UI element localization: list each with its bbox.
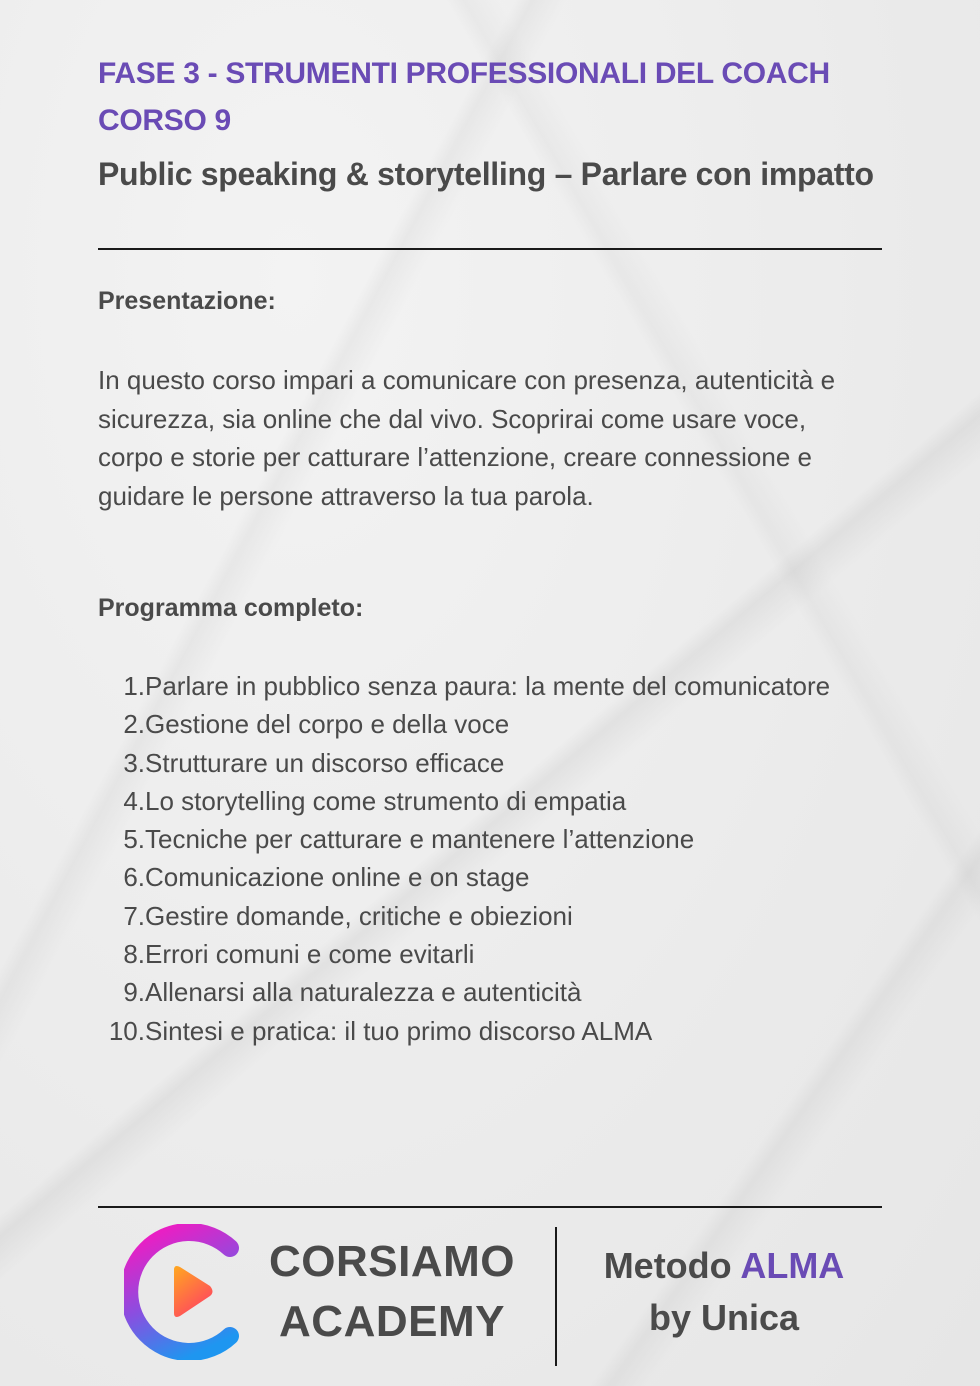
item-number: 9.: [123, 977, 145, 1008]
course-number: CORSO 9: [98, 104, 231, 137]
list-item: [98, 858, 858, 896]
item-text: Parlare in pubblico senza paura: la mente del comunicatore: [145, 671, 831, 701]
item-number: 10.: [108, 1015, 145, 1046]
item-text: Sintesi e pratica: il tuo primo discorso ALMA: [145, 1015, 653, 1046]
footer-divider: [98, 1206, 882, 1208]
item-text: Lo storytelling come strumento di empatia: [145, 785, 627, 816]
footer-vertical-divider: [555, 1227, 557, 1366]
list-item: [98, 1012, 858, 1050]
list-item: [98, 973, 858, 1011]
method-line-1: [570, 1240, 878, 1292]
presentation-text: In questo corso impari a comunicare con presenza, autenticità e sicurezza, sia online che dal vivo. Scoprirai come usare voce, corpo e storie per catturare l’attenzione, creare connessione e guidare le persone attraverso la tua parola.: [98, 365, 836, 511]
brand-line-2: ACADEMY: [279, 1297, 505, 1346]
list-item: [98, 820, 858, 858]
method-prefix: Metodo: [603, 1245, 732, 1286]
method-accent: ALMA: [740, 1245, 845, 1286]
brand-name: [262, 1232, 522, 1352]
list-item: [98, 667, 858, 705]
item-text: Comunicazione online e on stage: [145, 862, 530, 893]
method-label: [570, 1240, 878, 1344]
corsiamo-play-logo-icon: [124, 1224, 242, 1360]
list-item: [98, 705, 858, 743]
list-item: [98, 897, 858, 935]
list-item: [98, 935, 858, 973]
item-number: 5.: [123, 824, 145, 855]
item-number: 1.: [123, 671, 145, 701]
list-item: [98, 782, 858, 820]
item-text: Errori comuni e come evitarli: [145, 939, 475, 970]
presentation-label: Presentazione:: [98, 287, 276, 315]
header-divider: [98, 248, 882, 250]
list-item: [98, 744, 858, 782]
item-text: Strutturare un discorso efficace: [145, 747, 505, 778]
method-by: by Unica: [648, 1297, 800, 1338]
item-number: 3.: [123, 747, 145, 778]
item-number: 2.: [123, 709, 145, 740]
item-text: Gestione del corpo e della voce: [145, 709, 510, 740]
item-text: Tecniche per catturare e mantenere l’attenzione: [145, 824, 695, 855]
program-list: [98, 667, 858, 1050]
item-number: 6.: [123, 862, 145, 893]
item-number: 8.: [123, 939, 145, 970]
item-number: 7.: [123, 900, 145, 931]
program-label: Programma completo:: [98, 594, 364, 622]
course-title: Public speaking & storytelling – Parlare con impatto: [98, 156, 874, 192]
brand-line-1: CORSIAMO: [269, 1237, 515, 1286]
phase-title: FASE 3 - STRUMENTI PROFESSIONALI DEL COACH: [98, 57, 830, 90]
item-text: Gestire domande, critiche e obiezioni: [145, 900, 573, 931]
item-number: 4.: [123, 785, 145, 816]
item-text: Allenarsi alla naturalezza e autenticità: [145, 977, 582, 1008]
